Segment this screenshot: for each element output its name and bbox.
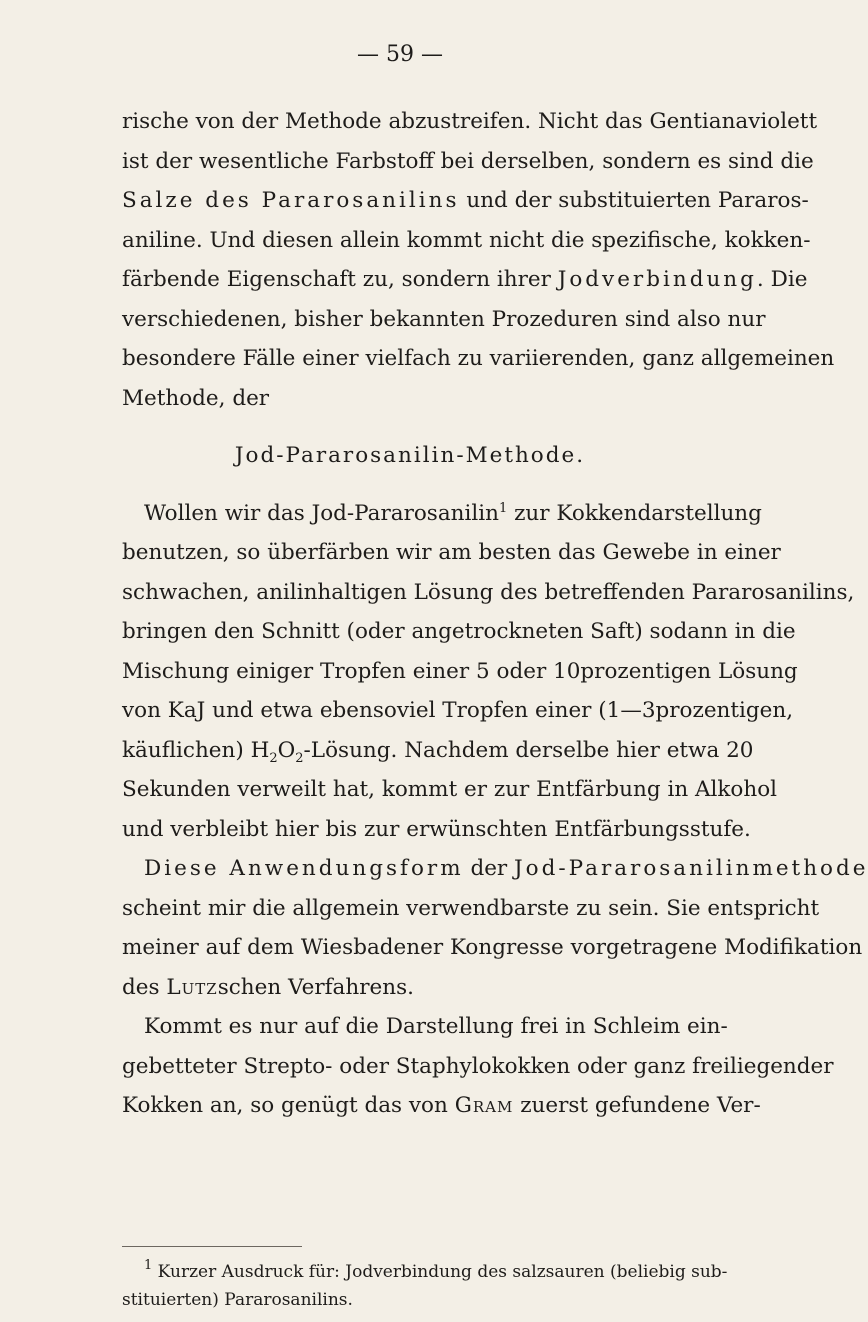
text-run: zur Kokkendarstellung [507, 500, 762, 526]
text-line: scheint mir die allgemein verwendbarste zu sein. Sie entspricht [122, 895, 820, 921]
text-line: meiner auf dem Wiesbadener Kongresse vorgetragene Modifikation [122, 935, 863, 960]
text-run: der [463, 856, 515, 881]
text-run: zuerst gefundene Ver- [513, 1093, 761, 1118]
text-run: -Lösung. Nachdem derselbe hier etwa 20 [303, 737, 754, 763]
section-heading: Jod-Pararosanilin-Methode. [234, 443, 586, 468]
text-run: Kurzer Ausdruck für: Jodverbindung des salzsauren (beliebig sub- [152, 1262, 728, 1282]
subscript: 2 [269, 750, 278, 766]
text-run: des [122, 974, 167, 1000]
text-line: schwachen, anilinhaltigen Lösung des betreffenden Pararosanilins, [122, 579, 855, 605]
text-line [122, 1086, 761, 1126]
footnote-reference: 1 [498, 500, 508, 516]
footnote-line: stituierten) Pararosanilins. [122, 1290, 353, 1310]
footnote-line [122, 1258, 728, 1286]
text-line [122, 731, 754, 771]
text-line: Kommt es nur auf die Darstellung frei in Schleim ein- [144, 1014, 728, 1039]
text-run: Kokken an, so genügt das von [122, 1093, 455, 1118]
text-line: bringen den Schnitt (oder angetrockneten Saft) sodann in die [122, 619, 796, 644]
text-run: färbende Eigenschaft zu, sondern ihrer [122, 267, 558, 292]
footnote-divider [122, 1246, 302, 1247]
text-line: verschiedenen, bisher bekannten Prozeduren sind also nur [122, 306, 766, 332]
author-name: Gram [454, 1093, 514, 1118]
text-line: besondere Fälle einer vielfach zu variierenden, ganz allgemeinen [122, 346, 835, 371]
text-line: gebetteter Strepto- oder Staphylokokken oder ganz freiliegender [122, 1053, 834, 1079]
text-run: schen Verfahrens. [217, 974, 414, 1000]
text-run: käuflichen) H [122, 737, 270, 763]
spaced-emphasis: Jod-Pararosanilinmethode [514, 856, 868, 881]
text-line [122, 181, 809, 221]
page-number: — 59 — [357, 42, 443, 67]
text-line: aniline. Und diesen allein kommt nicht die spezifische, kokken- [122, 227, 811, 253]
text-line: benutzen, so überfärben wir am besten das Gewebe in einer [122, 540, 781, 565]
spaced-emphasis: Salze des Pararosanilins [122, 188, 460, 213]
text-line [122, 260, 808, 300]
footnote [122, 1258, 728, 1314]
text-line: Mischung einiger Tropfen einer 5 oder 10prozentigen Lösung [122, 658, 798, 684]
text-line: und verbleibt hier bis zur erwünschten Entfärbungsstufe. [122, 816, 751, 842]
spaced-emphasis: Jodverbindung [557, 267, 757, 292]
text-line: ist der wesentliche Farbstoff bei derselben, sondern es sind die [122, 148, 814, 174]
text-line [122, 494, 762, 534]
text-line [122, 849, 868, 889]
body-text [122, 102, 868, 1126]
text-line: Sekunden verweilt hat, kommt er zur Entfärbung in Alkohol [122, 777, 778, 802]
footnote-marker: 1 [144, 1258, 153, 1273]
text-line [122, 968, 698, 1008]
subscript: 2 [295, 750, 304, 766]
spaced-emphasis: Diese Anwendungsform [144, 856, 464, 881]
text-line: von KaJ und etwa ebensoviel Tropfen einer (1—3prozentigen, [122, 698, 794, 723]
author-name: Lutz [166, 974, 218, 1000]
text-run: und der substituierten Pararos- [459, 188, 809, 213]
text-run: . Die [756, 267, 808, 292]
text-line: rische von der Methode abzustreifen. Nicht das Gentianaviolett [122, 109, 818, 134]
text-line: Methode, der [122, 385, 270, 411]
text-run: Wollen wir das Jod-Pararosanilin [144, 500, 499, 526]
text-run: O [277, 737, 296, 763]
